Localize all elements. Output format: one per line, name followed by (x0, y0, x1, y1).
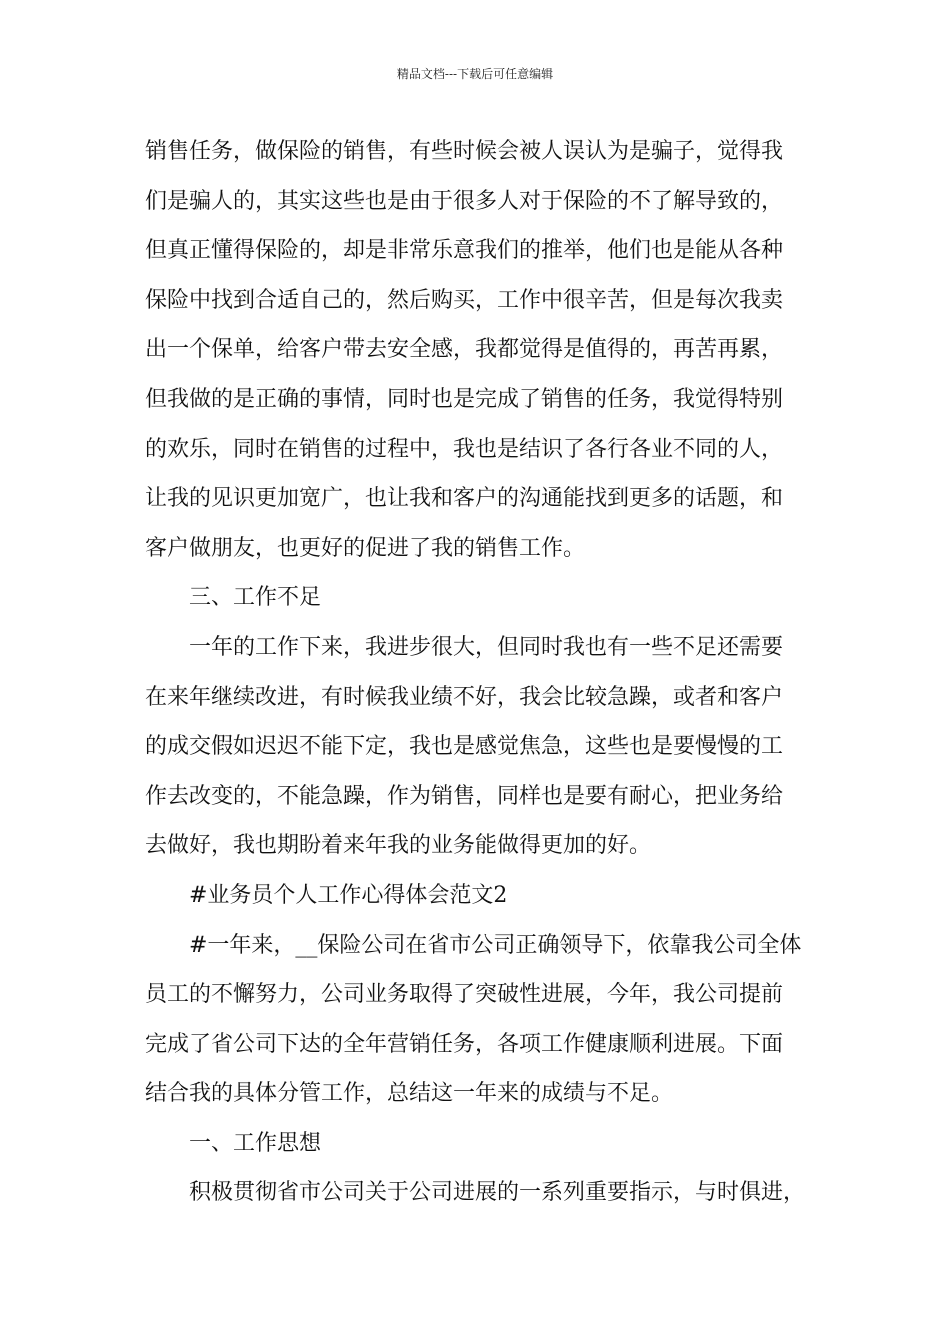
document-body (145, 127, 835, 1218)
text-line: 客户做朋友，也更好的促进了我的销售工作。 (145, 535, 586, 561)
text-line: 让我的见识更加宽广，也让我和客户的沟通能找到更多的话题，和 (145, 486, 784, 512)
text-line: #业务员个人工作心得体会范文2 (189, 882, 508, 908)
text-line: 三、工作不足 (189, 585, 322, 611)
text-line: 完成了省公司下达的全年营销任务，各项工作健康顺利进展。下面 (145, 1031, 784, 1057)
text-line: 结合我的具体分管工作，总结这一年来的成绩与不足。 (145, 1081, 674, 1107)
text-line: 但我做的是正确的事情，同时也是完成了销售的任务，我觉得特别 (145, 386, 784, 412)
page-header: 精品文档---下载后可任意编辑 (396, 67, 554, 81)
text-line: 去做好，我也期盼着来年我的业务能做得更加的好。 (145, 833, 652, 859)
text-line: 积极贯彻省市公司关于公司进展的一系列重要指示，与时俱进， (189, 1180, 806, 1206)
text-line: 在来年继续改进，有时候我业绩不好，我会比较急躁，或者和客户 (145, 684, 784, 710)
text-line: 们是骗人的，其实这些也是由于很多人对于保险的不了解导致的， (145, 188, 784, 214)
text-line: 作去改变的，不能急躁，作为销售，同样也是要有耐心，把业务给 (145, 783, 784, 809)
text-line: 保险中找到合适自己的，然后购买，工作中很辛苦，但是每次我卖 (145, 287, 784, 313)
text-line: #一年来，__保险公司在省市公司正确领导下，依靠我公司全体 (189, 932, 802, 958)
text-line: 出一个保单，给客户带去安全感，我都觉得是值得的，再苦再累， (145, 337, 784, 363)
text-line: 员工的不懈努力，公司业务取得了突破性进展，今年，我公司提前 (145, 982, 784, 1008)
text-line: 的成交假如迟迟不能下定，我也是感觉焦急，这些也是要慢慢的工 (145, 734, 784, 760)
text-line: 销售任务，做保险的销售，有些时候会被人误认为是骗子，觉得我 (145, 139, 784, 164)
text-line: 一、工作思想 (189, 1130, 322, 1156)
text-line: 但真正懂得保险的，却是非常乐意我们的推举，他们也是能从各种 (145, 238, 784, 264)
text-line: 的欢乐，同时在销售的过程中，我也是结识了各行各业不同的人， (145, 436, 784, 462)
text-line: 一年的工作下来，我进步很大，但同时我也有一些不足还需要 (189, 634, 784, 660)
